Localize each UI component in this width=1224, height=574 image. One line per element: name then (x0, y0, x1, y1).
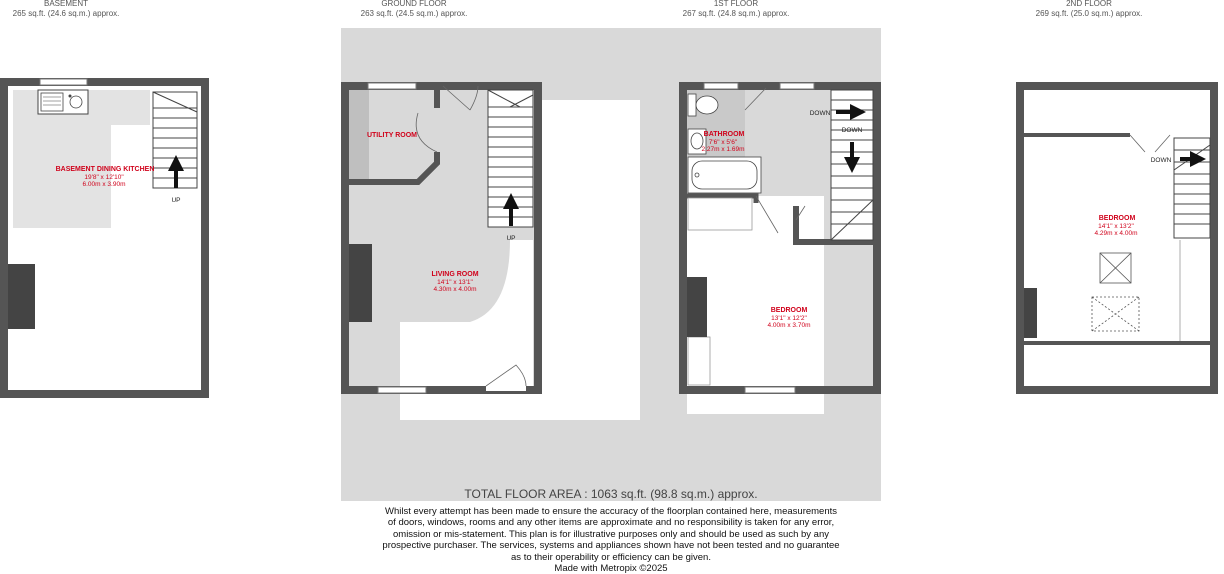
room-dim-imperial: 19'8" x 12'10" (84, 174, 124, 181)
stair-label-up: UP (506, 235, 516, 242)
ground-floor-plan (345, 83, 538, 393)
chimney-breast (8, 264, 35, 329)
bath-icon (688, 157, 761, 193)
chimney-breast (1024, 288, 1037, 338)
basement-plan (4, 79, 205, 394)
cupboard (688, 198, 752, 230)
stair-label-down: DOWN (1150, 157, 1172, 164)
stair-label-down: DOWN (809, 110, 831, 117)
floor-area: 269 sq.ft. (25.0 sq.m.) approx. (1035, 9, 1143, 18)
room-dim-metric: 4.29m x 4.00m (1094, 230, 1138, 237)
floor-name: 1ST FLOOR (713, 0, 759, 8)
floor-area: 265 sq.ft. (24.6 sq.m.) approx. (12, 9, 120, 18)
floor-area: 267 sq.ft. (24.8 sq.m.) approx. (682, 9, 790, 18)
window (780, 83, 814, 89)
floor-name: GROUND FLOOR (381, 0, 447, 8)
room-dim-imperial: 14'1" x 13'2" (1098, 223, 1134, 230)
room-name-bedroom-1: BEDROOM (770, 307, 808, 314)
floor-name: 2ND FLOOR (1066, 0, 1112, 8)
window (378, 387, 426, 393)
room-dim-metric: 2.27m x 1.69m (701, 146, 745, 153)
total-floor-area: TOTAL FLOOR AREA : 1063 sq.ft. (98.8 sq.m.) approx. (464, 487, 758, 501)
floor-area: 263 sq.ft. (24.5 sq.m.) approx. (360, 9, 468, 18)
skylight-icon (1100, 253, 1131, 283)
toilet-icon (688, 94, 718, 116)
skylight-icon (1092, 297, 1139, 331)
disclaimer (341, 506, 881, 574)
room-name-bathroom: BATHROOM (703, 131, 745, 138)
room-dim-imperial: 14'1" x 13'1" (437, 279, 473, 286)
second-floor-plan (1020, 86, 1214, 390)
room-dim-metric: 6.00m x 3.90m (82, 181, 126, 188)
staircase (1174, 138, 1210, 238)
room-dim-metric: 4.00m x 3.70m (767, 322, 811, 329)
chimney-breast (687, 277, 707, 337)
window (745, 387, 795, 393)
sink-icon (38, 90, 88, 114)
window (368, 83, 416, 89)
room-dim-imperial: 13'1" x 12'2" (771, 315, 807, 322)
credit-line: Made with Metropix ©2025 (554, 563, 668, 574)
window (40, 79, 87, 85)
chimney-breast (349, 244, 372, 322)
room-name-bedroom-2: BEDROOM (1098, 215, 1136, 222)
disclaimer-line: as to their operability or efficiency can be given. (511, 551, 711, 563)
disclaimer-line: Whilst every attempt has been made to ensure the accuracy of the floorplan contained here, measurements (384, 506, 838, 517)
room-dim-metric: 4.30m x 4.00m (433, 286, 477, 293)
first-floor-plan (683, 83, 877, 414)
disclaimer-line: omission or mis-statement. This plan is for illustrative purposes only and should be used as such by any (393, 528, 829, 540)
disclaimer-line: prospective purchaser. The services, systems and appliances shown have not been tested and no guarantee (382, 540, 840, 552)
disclaimer-line: of doors, windows, rooms and any other items are approximate and no responsibility is taken for any error, (387, 517, 835, 529)
floor-name: BASEMENT (43, 0, 88, 8)
room-name-basement-kitchen: BASEMENT DINING KITCHEN (55, 166, 155, 173)
stair-label-down: DOWN (841, 127, 863, 134)
room-dim-imperial: 7'6" x 5'6" (708, 139, 738, 146)
stair-label-up: UP (171, 197, 181, 204)
room-name-utility: UTILITY ROOM (366, 132, 418, 139)
window (704, 83, 738, 89)
room-name-living: LIVING ROOM (431, 271, 479, 278)
cupboard (688, 337, 710, 385)
